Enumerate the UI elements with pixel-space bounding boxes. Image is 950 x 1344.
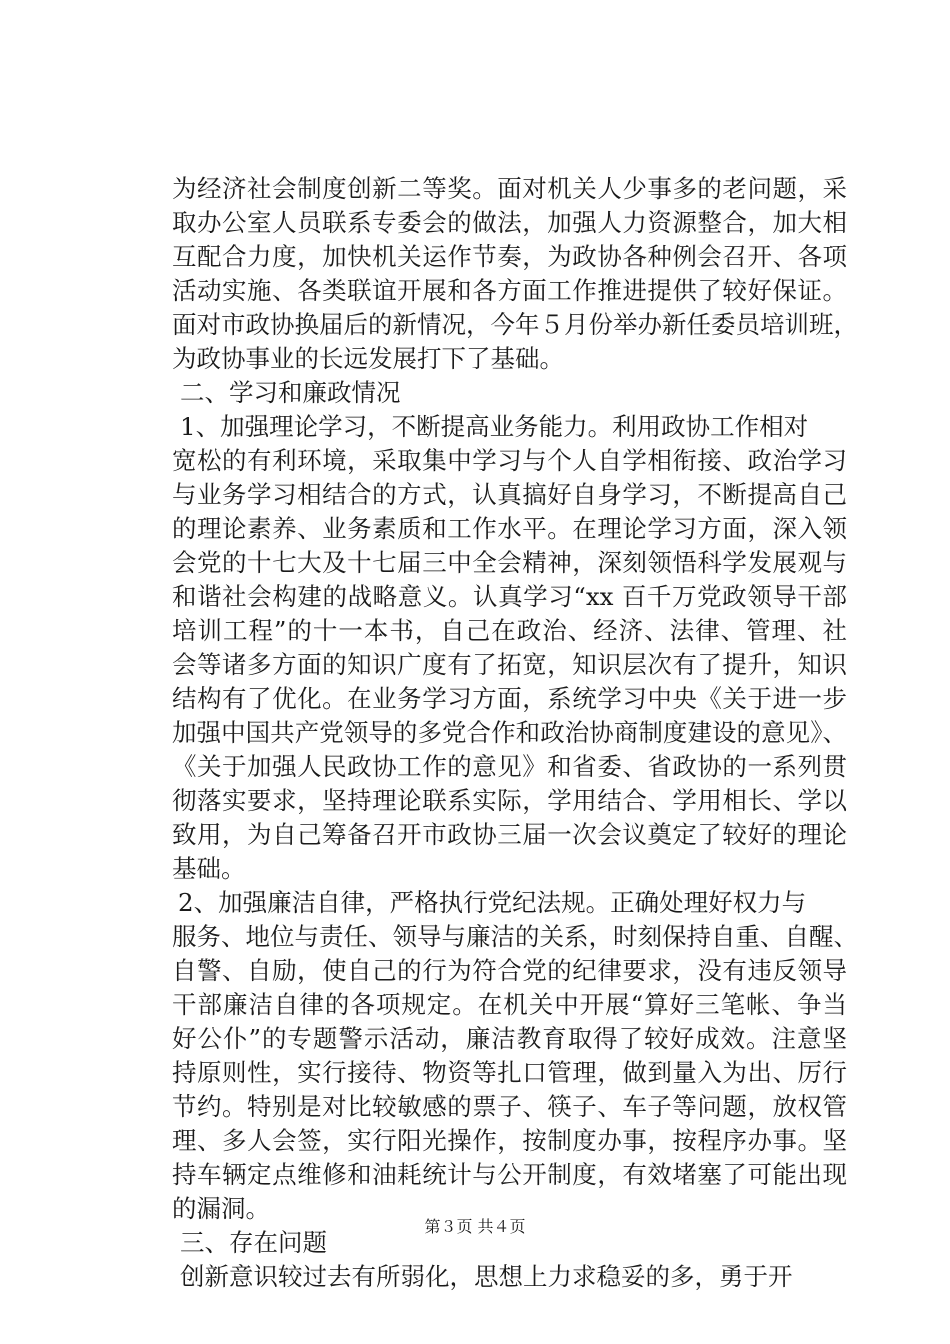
text-line: 与业务学习相结合的方式，认真搞好自身学习，不断提高自己	[172, 480, 847, 509]
text-line: 培训工程”的十一本书，自己在政治、经济、法律、管理、社	[172, 616, 847, 645]
text-line: 加强中国共产党领导的多党合作和政治协商制度建设的意见》、	[172, 718, 847, 747]
text-line: 会党的十七大及十七届三中全会精神，深刻领悟科学发展观与	[172, 548, 847, 577]
text-line: 取办公室人员联系专委会的做法，加强人力资源整合，加大相	[172, 208, 847, 237]
text-line: 持原则性，实行接待、物资等扎口管理，做到量入为出、厉行	[172, 1058, 847, 1087]
text-line: 会等诸多方面的知识广度有了拓宽，知识层次有了提升，知识	[172, 650, 847, 679]
text-line: 为政协事业的长远发展打下了基础。	[172, 344, 564, 373]
text-line: 的漏洞。	[172, 1194, 270, 1223]
text-line: 互配合力度，加快机关运作节奏，为政协各种例会召开、各项	[172, 242, 847, 271]
text-line: 服务、地位与责任、领导与廉洁的关系，时刻保持自重、自醒、	[172, 922, 858, 951]
text-line: 持车辆定点维修和油耗统计与公开制度，有效堵塞了可能出现	[172, 1160, 847, 1189]
text-line: 《关于加强人民政协工作的意见》和省委、省政协的一系列贯	[172, 752, 847, 781]
page-footer	[0, 1217, 950, 1237]
text-line: 宽松的有利环境，采取集中学习与个人自学相衔接、政治学习	[172, 446, 847, 475]
text-line: 三、存在问题	[180, 1228, 327, 1257]
text-line: 活动实施、各类联谊开展和各方面工作推进提供了较好保证。	[172, 276, 847, 305]
text-line: 干部廉洁自律的各项规定。在机关中开展“算好三笔帐、争当	[172, 990, 847, 1019]
text-line: 2、加强廉洁自律，严格执行党纪法规。正确处理好权力与	[178, 888, 807, 917]
text-line: 彻落实要求，坚持理论联系实际，学用结合、学用相长、学以	[172, 786, 847, 815]
text-line: 的理论素养、业务素质和工作水平。在理论学习方面，深入领	[172, 514, 847, 543]
page-number: 第３页 共４页	[424, 1217, 526, 1236]
text-line: 结构有了优化。在业务学习方面，系统学习中央《关于进一步	[172, 684, 847, 713]
text-line: 1、加强理论学习，不断提高业务能力。利用政协工作相对	[180, 412, 809, 441]
text-line: 二、学习和廉政情况	[180, 378, 401, 407]
text-line: 理、多人会签，实行阳光操作，按制度办事，按程序办事。坚	[172, 1126, 847, 1155]
text-line: 和谐社会构建的战略意义。认真学习“xx 百千万党政领导干部	[172, 582, 847, 611]
text-line: 面对市政协换届后的新情况，今年５月份举办新任委员培训班，	[172, 310, 858, 339]
text-line: 好公仆”的专题警示活动，廉洁教育取得了较好成效。注意坚	[172, 1024, 847, 1053]
text-line: 自警、自励，使自己的行为符合党的纪律要求，没有违反领导	[172, 956, 847, 985]
body-text	[172, 172, 862, 1294]
text-line: 基础。	[172, 854, 246, 883]
text-line: 为经济社会制度创新二等奖。面对机关人少事多的老问题，采	[172, 174, 847, 203]
text-line: 创新意识较过去有所弱化，思想上力求稳妥的多，勇于开	[180, 1262, 793, 1291]
text-line: 致用，为自己筹备召开市政协三届一次会议奠定了较好的理论	[172, 820, 847, 849]
text-line: 节约。特别是对比较敏感的票子、筷子、车子等问题，放权管	[172, 1092, 847, 1121]
